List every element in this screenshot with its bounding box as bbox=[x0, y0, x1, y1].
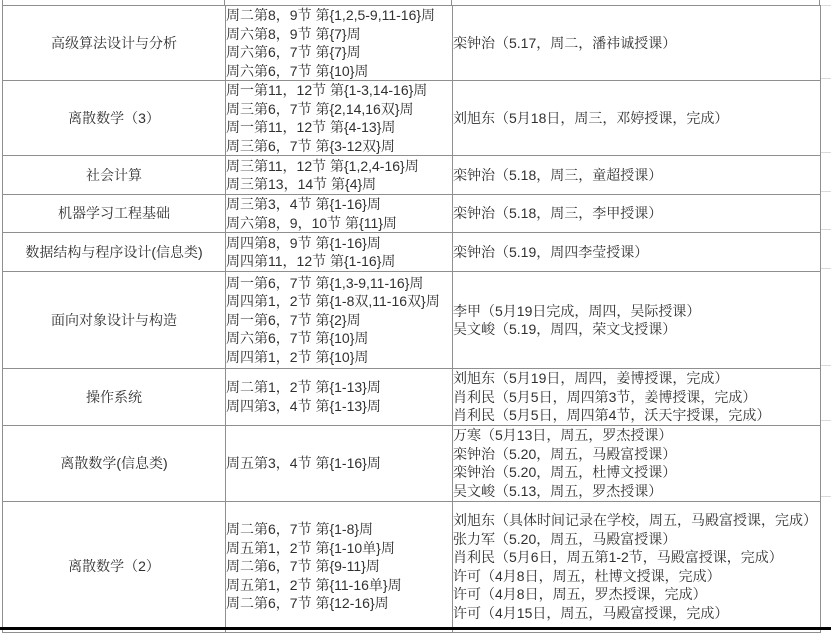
schedule-line: 周六第6，7节 第{7}周 bbox=[226, 44, 361, 60]
schedule-line: 周三第6，7节 第{3-12双}周 bbox=[226, 137, 395, 154]
schedule-line: 周四第1，2节 第{1-8双,11-16双}周 bbox=[226, 293, 440, 310]
table-row bbox=[3, 81, 821, 156]
table-row bbox=[3, 425, 821, 501]
schedule-cell[interactable] bbox=[226, 6, 453, 81]
schedule-line: 周六第8，9，10节 第{11}周 bbox=[226, 214, 397, 231]
schedule-line: 周三第3，4节 第{1-16}周 bbox=[226, 196, 381, 212]
table-row bbox=[3, 272, 821, 369]
schedule-cell[interactable] bbox=[226, 501, 453, 632]
schedule-cell[interactable] bbox=[226, 272, 453, 369]
course-name: 离散数学（3） bbox=[68, 109, 160, 126]
grid-line-continuation bbox=[821, 5, 831, 6]
table-row bbox=[3, 195, 821, 233]
grid-line-stub bbox=[819, 0, 820, 5]
teacher-line: 刘旭东（5月19日，周四，姜博授课，完成） bbox=[453, 370, 729, 386]
schedule-line: 周六第8，9节 第{7}周 bbox=[226, 25, 361, 42]
grid-line-continuation bbox=[821, 191, 831, 192]
schedule-cell[interactable] bbox=[226, 81, 453, 156]
schedule-line: 周五第1，2节 第{11-16单}周 bbox=[226, 576, 402, 593]
teacher-line: 刘旭东（具体时间记录在学校，周五，马殿富授课，完成） bbox=[453, 512, 817, 528]
schedule-cell[interactable] bbox=[226, 369, 453, 426]
schedule-line: 周四第8，9节 第{1-16}周 bbox=[226, 234, 381, 251]
schedule-line: 周六第6，7节 第{10}周 bbox=[226, 62, 369, 79]
teacher-line: 张力军（5.20，周五，马殿富授课） bbox=[453, 530, 677, 547]
table-row bbox=[3, 369, 821, 426]
teachers-cell[interactable] bbox=[453, 369, 821, 426]
teacher-line: 肖利民（5月6日，周五第1-2节，马殿富授课，完成） bbox=[453, 549, 783, 565]
table-bottom-border bbox=[0, 627, 831, 630]
teacher-line: 李甲（5月19日完成，周四，吴际授课） bbox=[453, 302, 701, 319]
schedule-cell[interactable] bbox=[226, 156, 453, 195]
schedule-line: 周一第6，7节 第{2}周 bbox=[226, 311, 361, 328]
schedule-cell[interactable] bbox=[226, 425, 453, 501]
teachers-cell[interactable] bbox=[453, 501, 821, 632]
grid-line-continuation bbox=[821, 229, 831, 230]
schedule-line: 周二第6，7节 第{9-11}周 bbox=[226, 558, 380, 575]
course-name-cell[interactable] bbox=[3, 272, 226, 369]
teachers-cell[interactable] bbox=[453, 195, 821, 233]
teacher-line: 许可（4月8日，周五，杜博文授课，完成） bbox=[453, 567, 721, 584]
grid-line-continuation bbox=[821, 420, 831, 421]
grid-line-stub bbox=[2, 0, 3, 5]
table-row bbox=[3, 501, 821, 632]
course-name-cell[interactable] bbox=[3, 233, 226, 272]
schedule-line: 周二第6，7节 第{1-8}周 bbox=[226, 521, 374, 538]
course-name: 数据结构与程序设计(信息类) bbox=[25, 243, 203, 260]
course-name: 离散数学(信息类) bbox=[60, 454, 168, 471]
course-name-cell[interactable] bbox=[3, 369, 226, 426]
schedule-line: 周一第6，7节 第{1,3-9,11-16}周 bbox=[226, 274, 424, 291]
teachers-cell[interactable] bbox=[453, 156, 821, 195]
course-name: 操作系统 bbox=[86, 388, 142, 405]
schedule-line: 周四第3，4节 第{1-13}周 bbox=[226, 397, 381, 414]
course-name-cell[interactable] bbox=[3, 6, 226, 81]
teacher-line: 栾钟治（5.18，周三，童超授课） bbox=[453, 166, 663, 183]
schedule-line: 周一第11，12节 第{4-13}周 bbox=[226, 119, 396, 135]
course-name: 机器学习工程基础 bbox=[58, 205, 170, 222]
teachers-cell[interactable] bbox=[453, 425, 821, 501]
course-name-cell[interactable] bbox=[3, 81, 226, 156]
grid-line-continuation bbox=[821, 268, 831, 269]
teacher-line: 肖利民（5月5日，周四第3节，姜博授课，完成） bbox=[453, 388, 757, 405]
schedule-line: 周二第1，2节 第{1-13}周 bbox=[226, 379, 381, 396]
schedule-line: 周二第6，7节 第{12-16}周 bbox=[226, 595, 389, 612]
teacher-line: 肖利民（5月5日，周四第4节，沃天宇授课，完成） bbox=[453, 407, 771, 423]
course-name: 社会计算 bbox=[86, 166, 142, 183]
teachers-cell[interactable] bbox=[453, 233, 821, 272]
grid-line-stub bbox=[451, 0, 452, 5]
grid-line-continuation bbox=[821, 365, 831, 366]
schedule-line: 周三第6，7节 第{2,14,16双}周 bbox=[226, 100, 414, 117]
schedule-line: 周二第8，9节 第{1,2,5-9,11-16}周 bbox=[226, 7, 436, 23]
schedule-line: 周四第1，2节 第{10}周 bbox=[226, 348, 369, 365]
teacher-line: 吴文峻（5.19，周四，荣文戈授课） bbox=[453, 321, 677, 337]
teacher-line: 刘旭东（5月18日，周三，邓婷授课，完成） bbox=[453, 109, 729, 126]
teacher-line: 许可（4月8日，周五，罗杰授课，完成） bbox=[453, 586, 707, 602]
schedule-cell[interactable] bbox=[226, 195, 453, 233]
teacher-line: 栾钟治（5.17，周二，潘祎诚授课） bbox=[453, 34, 677, 51]
teachers-cell[interactable] bbox=[453, 6, 821, 81]
course-name: 高级算法设计与分析 bbox=[51, 34, 177, 51]
schedule-line: 周六第6，7节 第{10}周 bbox=[226, 330, 369, 347]
course-name-cell[interactable] bbox=[3, 156, 226, 195]
schedule-line: 周四第11，12节 第{1-16}周 bbox=[226, 253, 396, 269]
course-schedule-table bbox=[2, 5, 821, 633]
teacher-line: 栾钟治（5.19，周四李莹授课） bbox=[453, 243, 649, 260]
schedule-cell[interactable] bbox=[226, 233, 453, 272]
schedule-line: 周一第11，12节 第{1-3,14-16}周 bbox=[226, 82, 428, 98]
grid-line-continuation bbox=[821, 152, 831, 153]
table-row bbox=[3, 156, 821, 195]
schedule-line: 周三第11，12节 第{1,2,4-16}周 bbox=[226, 157, 419, 174]
teachers-cell[interactable] bbox=[453, 81, 821, 156]
course-name-cell[interactable] bbox=[3, 425, 226, 501]
schedule-line: 周五第1，2节 第{1-10单}周 bbox=[226, 539, 395, 556]
course-name-cell[interactable] bbox=[3, 195, 226, 233]
course-name-cell[interactable] bbox=[3, 501, 226, 632]
teacher-line: 栾钟治（5.20，周五，杜博文授课） bbox=[453, 464, 677, 480]
teacher-line: 吴文峻（5.13，周五，罗杰授课） bbox=[453, 482, 663, 499]
teacher-line: 许可（4月15日，周五，马殿富授课，完成） bbox=[453, 604, 729, 621]
grid-line-stub bbox=[224, 0, 225, 5]
teacher-line: 栾钟治（5.20，周五，马殿富授课） bbox=[453, 445, 677, 462]
table-row bbox=[3, 233, 821, 272]
course-name: 面向对象设计与构造 bbox=[51, 311, 177, 328]
schedule-line: 周三第13，14节 第{4}周 bbox=[226, 176, 377, 192]
table-row bbox=[3, 6, 821, 81]
grid-line-continuation bbox=[821, 496, 831, 497]
teacher-line: 万寒（5月13日，周五，罗杰授课） bbox=[453, 427, 673, 443]
teacher-line: 栾钟治（5.18，周三，李甲授课） bbox=[453, 205, 663, 222]
teachers-cell[interactable] bbox=[453, 272, 821, 369]
course-name: 离散数学（2） bbox=[68, 558, 160, 575]
grid-line-continuation bbox=[821, 78, 831, 79]
schedule-line: 周五第3，4节 第{1-16}周 bbox=[226, 454, 381, 471]
